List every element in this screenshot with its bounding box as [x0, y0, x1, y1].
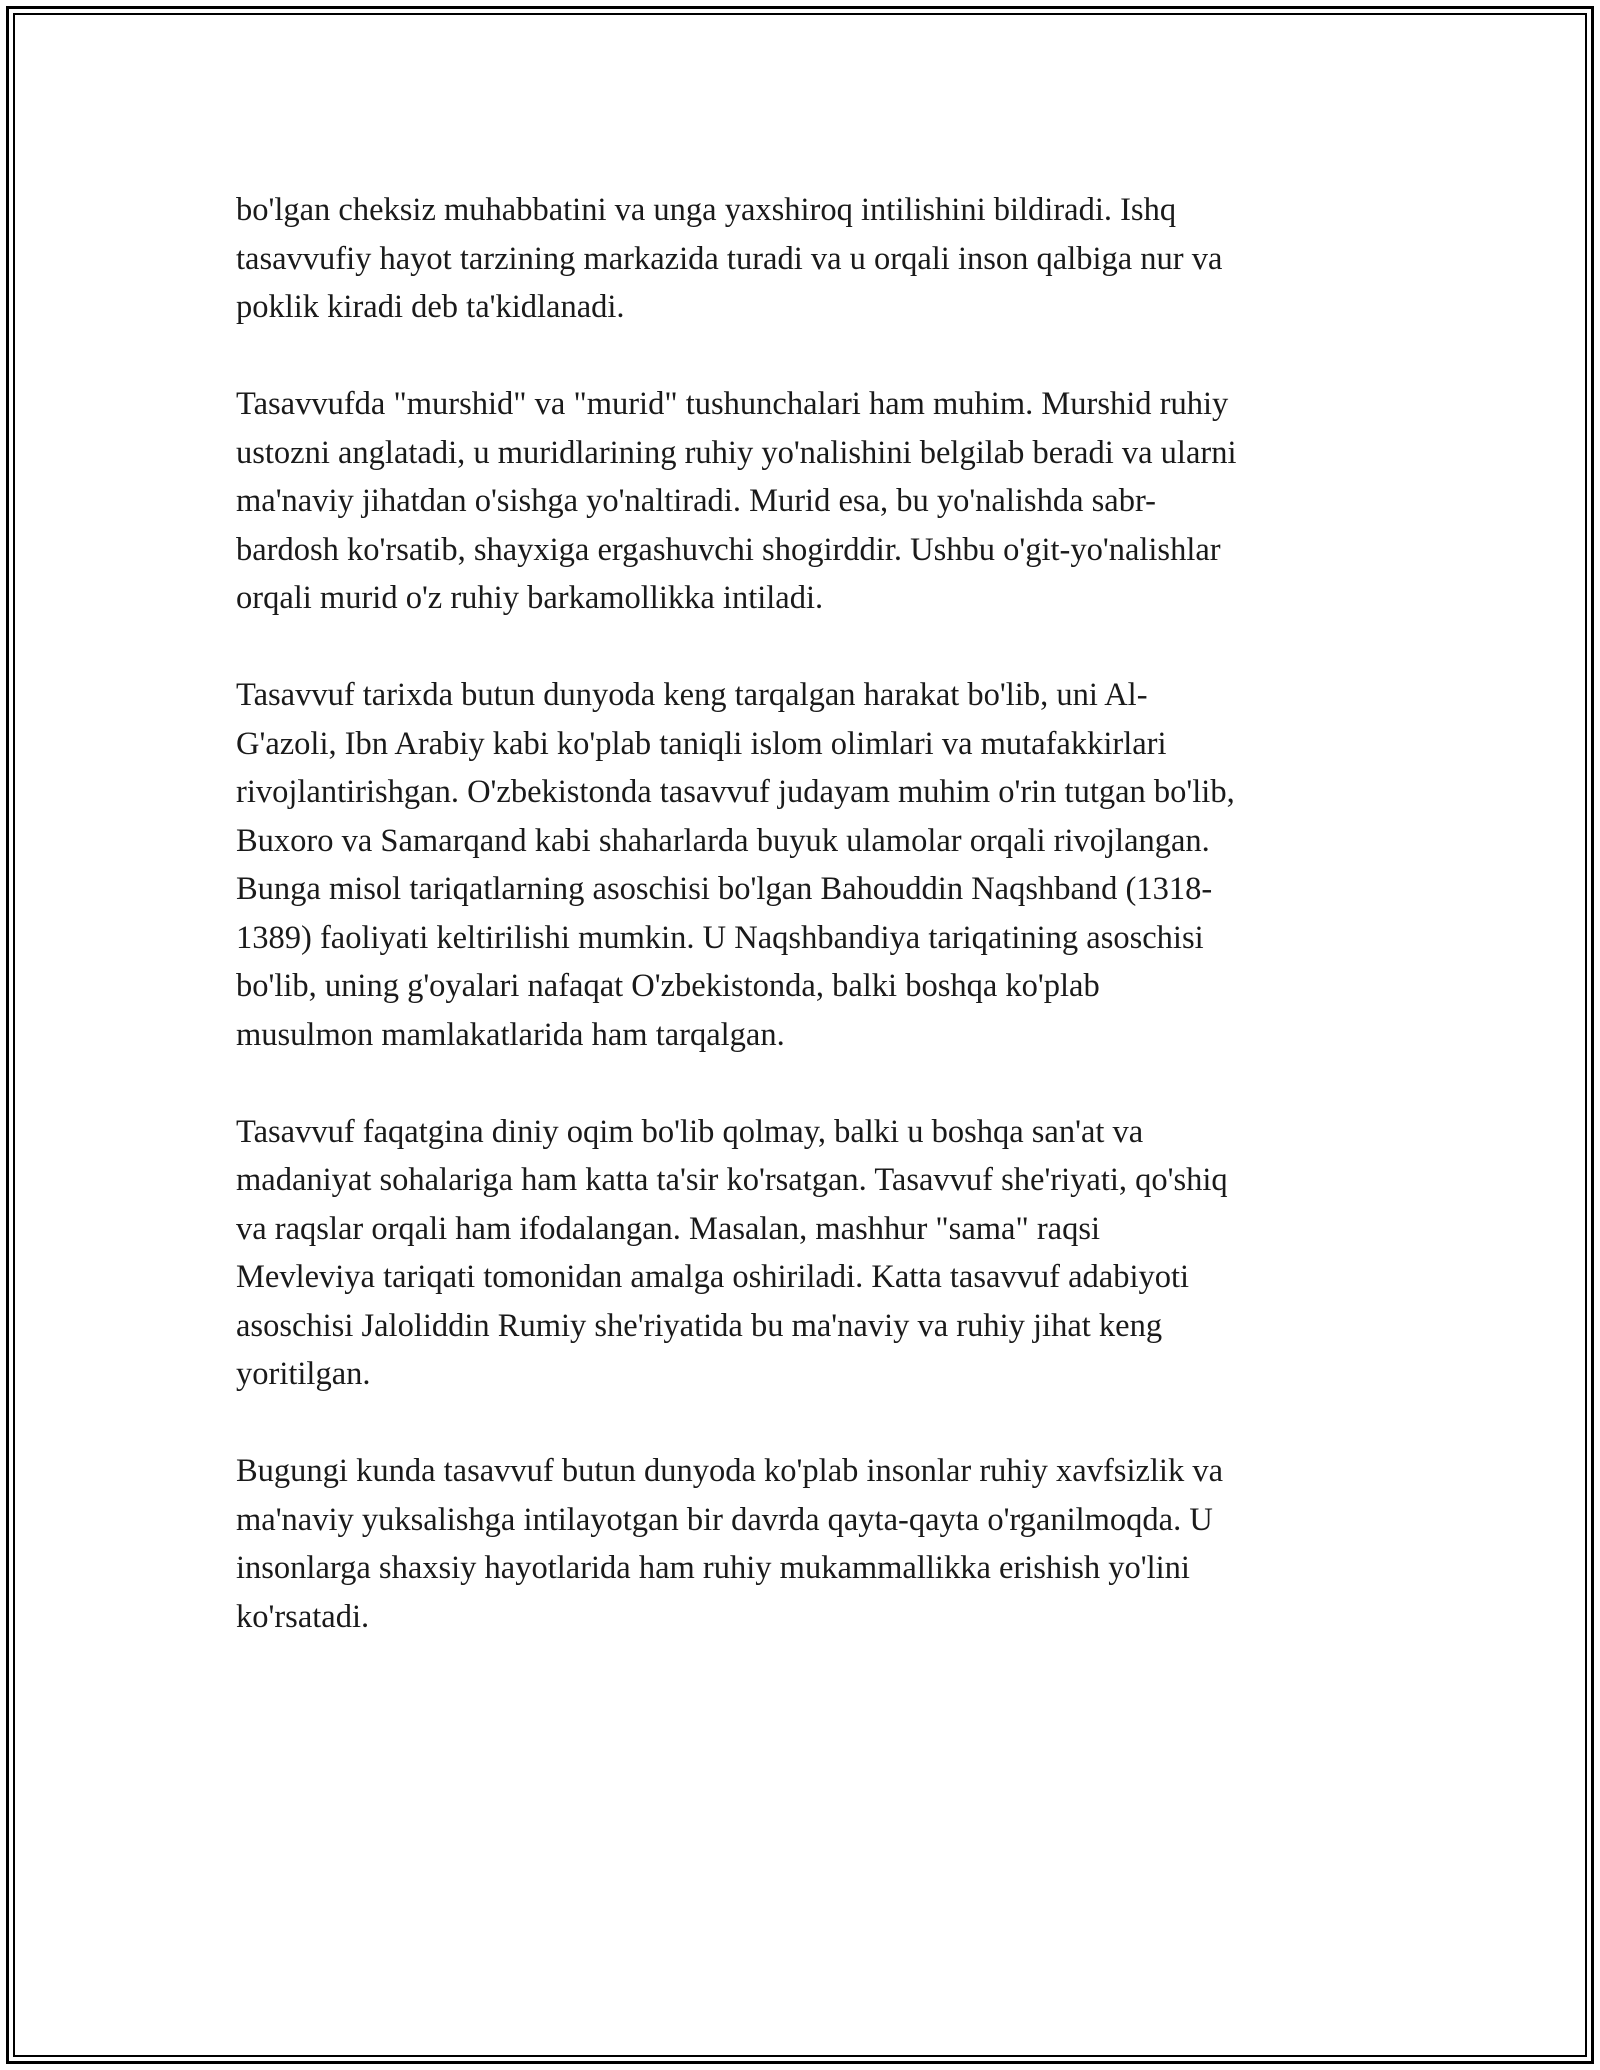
paragraph-art-culture: Tasavvuf faqatgina diniy oqim bo'lib qolmay, balki u boshqa san'at va madaniyat sohalariga ham katta ta'sir ko'rsatgan. Tasavvuf she'riyati, qo'shiq va raqslar orqali ham ifodalangan. Masalan, mashhur "sama" raqsi Mevleviya tariqati tomonidan amalga oshiriladi. Katta tasavvuf adabiyoti asoschisi Jaloliddin Rumiy she'riyatida bu ma'naviy va ruhiy jihat keng yoritilgan. — [236, 1113, 1228, 1392]
paragraph-today: Bugungi kunda tasavvuf butun dunyoda ko'plab insonlar ruhiy xavfsizlik va ma'naviy yuksalishga intilayotgan bir davrda qayta-qayta o'rganilmoqda. U insonlarga shaxsiy hayotlarida ham ruhiy mukammallikka erishish yo'lini ko'rsatadi. — [236, 1453, 1224, 1635]
document-body — [236, 186, 1366, 1690]
paragraph-ishq: bo'lgan cheksiz muhabbatini va unga yaxshiroq intilishini bildiradi. Ishq tasavvufiy hayot tarzining markazida turadi va u orqali inson qalbiga nur va poklik kiradi deb ta'kidlanadi. — [236, 192, 1223, 325]
paragraph-murshid-murid: Tasavvufda "murshid" va "murid" tushunchalari ham muhim. Murshid ruhiy ustozni anglatadi, u muridlarining ruhiy yo'nalishini belgilab beradi va ularni ma'naviy jihatdan o'sishga yo'naltiradi. Murid esa, bu yo'nalishda sabr- bardosh ko'rsatib, shayxiga ergashuvchi shogirddir. Ushbu o'git-yo'nalishlar orqali murid o'z ruhiy barkamollikka intiladi. — [236, 386, 1237, 616]
paragraph-history: Tasavvuf tarixda butun dunyoda keng tarqalgan harakat bo'lib, uni Al- G'azoli, Ibn Arabiy kabi ko'plab taniqli islom olimlari va mutafakkirlari rivojlantirishgan. O'zbekistonda tasavvuf judayam muhim o'rin tutgan bo'lib, Buxoro va Samarqand kabi shaharlarda buyuk ulamolar orqali rivojlangan. Bunga misol tariqatlarning asoschisi bo'lgan Bahouddin Naqshband (1318- 1389) faoliyati keltirilishi mumkin. U Naqshbandiya tariqatining asoschisi bo'lib, uning g'oyalari nafaqat O'zbekistonda, balki boshqa ko'plab musulmon mamlakatlarida ham tarqalgan. — [236, 677, 1235, 1053]
